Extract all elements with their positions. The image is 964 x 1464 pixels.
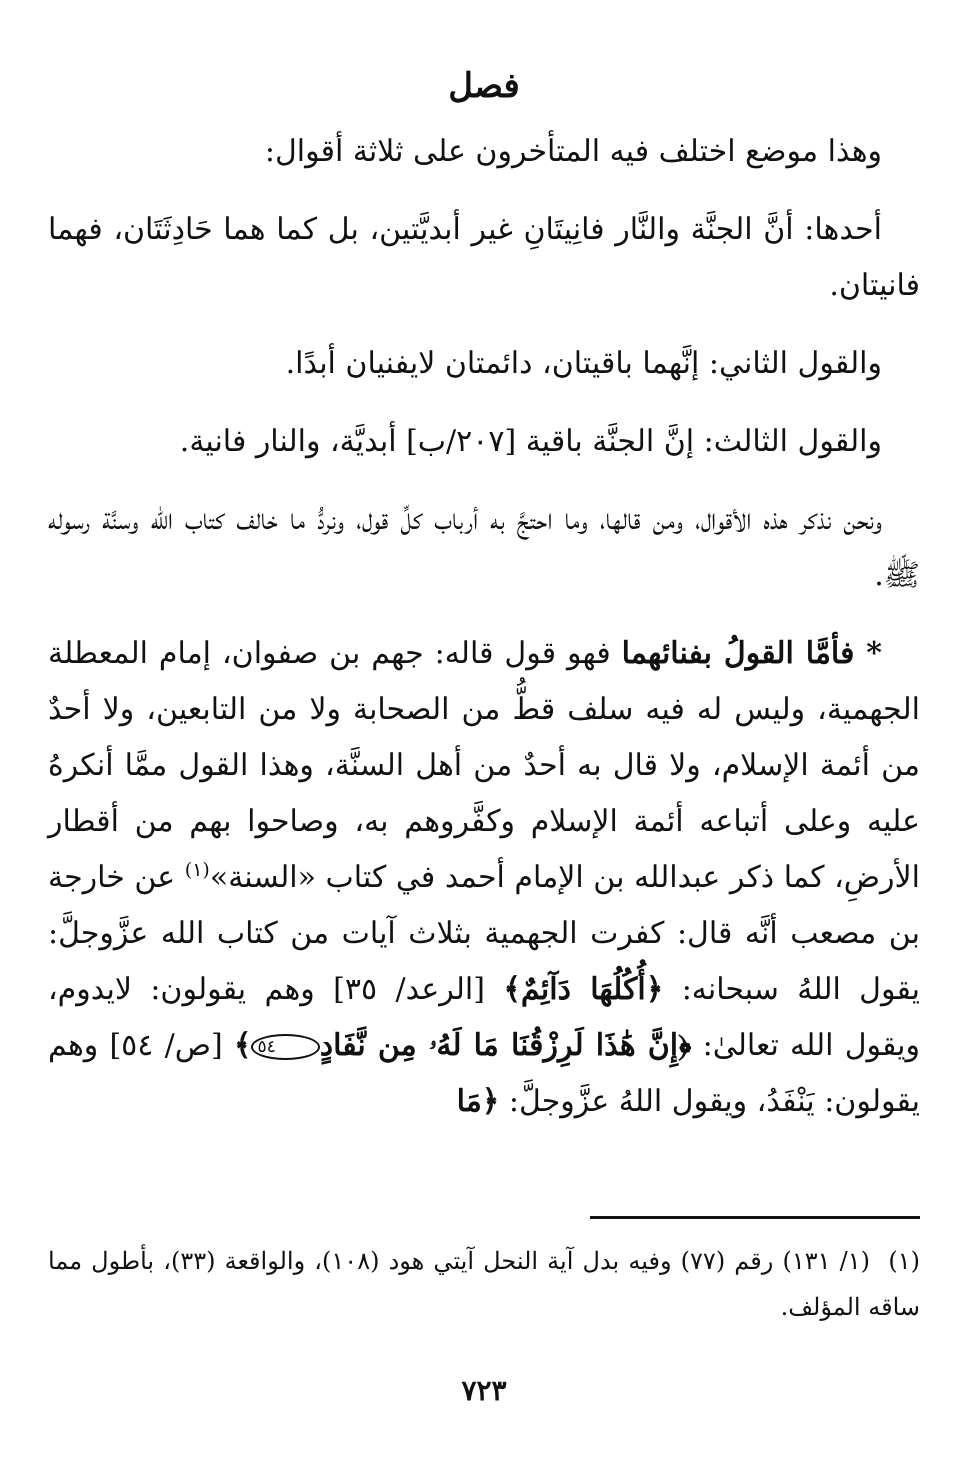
quran-verse-2: ﴿إِنَّ هَٰذَا لَرِزْقُنَا مَا لَهُۥ مِن نَّفَادٍ [319, 1028, 692, 1063]
section-heading: فصل [448, 66, 520, 106]
main-argument-text-1: فهو قول قاله: جهم بن صفوان، إمام المعطلة الجهمية، وليس له فيه سلف قطُّ من الصحابة ولا من التابعين، ولا أحدٌ من أئمة الإسلام، ولا قال به أحدٌ من أهل السنَّة، وهذا القول ممَّا أنكرهُ عليه وعلى أتباعه أئمة الإسلام وكفَّروهم به، وصاحوا بهم من أقطار الأرضِ، كما ذكر عبدالله بن الإمام أحمد في كتاب «السنة» [48, 636, 920, 895]
footnotes-section [48, 1238, 920, 1330]
second-opinion-paragraph: والقول الثاني: إنَّهما باقيتان، دائمتان لايفنيان أبدًا. [285, 346, 882, 381]
main-argument-text-2: عن خارجة بن مصعب أنَّه قال: كفرت الجهمية بثلاث آيات من كتاب الله عزَّوجلَّ: يقول اللهُ سبحانه: [48, 860, 920, 1007]
quran-verse-3: ﴿مَا [456, 1084, 500, 1119]
footnote-separator [590, 1216, 920, 1219]
main-argument-paragraph [48, 626, 920, 1130]
third-opinion-paragraph: والقول الثالث: إنَّ الجنَّة باقية [٢٠٧/ب] أبديَّة، والنار فانية. [179, 424, 882, 459]
main-argument-lead: * فأمَّا القولُ بفنائهما [621, 636, 882, 671]
footnote-text: (١/ ١٣١) رقم (٧٧) وفيه بدل آية النحل آيتي هود (١٠٨)، والواقعة (٣٣)، بأطول مما ساقه المؤلف. [48, 1247, 920, 1321]
main-argument-text-4: [ص/ ٥٤] وهم يقولون: يَنْفَدُ، ويقول اللهُ عزَّوجلَّ: [48, 1028, 920, 1119]
footnote-number: (١) [888, 1247, 920, 1275]
page-number: ٧٢٣ [461, 1374, 507, 1407]
quran-verse-2-close: ﴾ [233, 1028, 252, 1063]
first-opinion-paragraph: أحدها: أنَّ الجنَّة والنَّار فانِيتَانِ غير أبديَّتين، بل كما هما حَادِثَتَان، فهما فانيتان. [48, 212, 920, 303]
main-argument-text-3: [الرعد/ ٣٥] وهم يقولون: لايدوم، ويقول الله تعالىٰ: [48, 972, 921, 1063]
book-page [48, 56, 920, 1436]
quran-verse-1: ﴿أُكُلُهَا دَآئِمٌ﴾ [503, 972, 664, 1007]
ayah-number-marker: ٥٤ [251, 1034, 319, 1060]
footnote-reference[interactable]: (١) [184, 859, 210, 881]
plan-paragraph: ونحن نذكر هذه الأقوال، ومن قالها، وما احتجَّ به أرباب كلِّ قول، ونردُّ ما خالف كتاب الله وسنَّة رسوله ﷺ. [48, 502, 920, 593]
intro-paragraph: وهذا موضع اختلف فيه المتأخرون على ثلاثة أقوال: [264, 134, 882, 169]
